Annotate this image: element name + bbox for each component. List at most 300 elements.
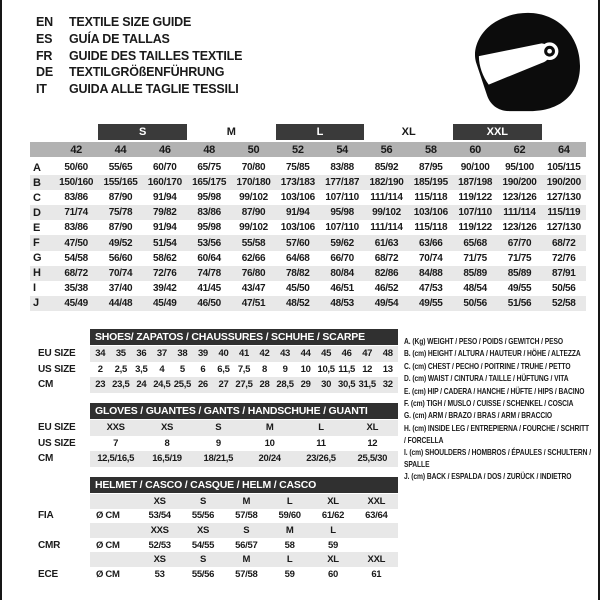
size-value-cell: 51/54	[153, 237, 177, 249]
shoes-section-title: SHOES/ ZAPATOS / CHAUSSURES / SCHUHE / SCARPE	[90, 329, 398, 345]
helmet-size-cell: XL	[327, 495, 339, 507]
row-letter: G	[33, 252, 42, 265]
numeric-size-cell: 48	[203, 143, 215, 156]
size-value-cell: 47	[362, 348, 373, 360]
size-value-cell: 111/114	[370, 222, 403, 234]
size-group-label: M	[226, 126, 236, 138]
size-value-cell: 46/50	[197, 297, 221, 309]
legend-item: A. (Kg) WEIGHT / PESO / POIDS / GEWITCH / PESO	[404, 336, 563, 346]
size-value-cell: 103/106	[413, 207, 448, 219]
size-value-cell: 45/50	[286, 282, 310, 294]
size-value-cell: 123/126	[502, 192, 537, 204]
section-row	[38, 377, 398, 393]
size-value-cell: 39	[197, 348, 208, 360]
size-value-cell: 27	[218, 379, 229, 391]
size-value-cell: 47/50	[64, 237, 88, 249]
size-value-cell: 46/52	[374, 282, 399, 294]
size-value-cell: 49/52	[108, 237, 133, 249]
size-value-cell: 41	[239, 348, 249, 360]
size-value-cell: 170/180	[236, 177, 271, 189]
size-value-cell: 95/98	[197, 222, 221, 234]
size-value-cell: 23,5	[112, 379, 130, 391]
helmet-value-cell: 57/58	[235, 568, 258, 580]
size-value-cell: 71/75	[507, 252, 532, 264]
size-value-cell: 60/64	[197, 252, 221, 264]
helmet-table-body	[38, 494, 398, 582]
size-value-cell: 105/115	[547, 162, 581, 174]
section-row-values	[90, 362, 398, 378]
size-value-cell: 165/175	[192, 177, 227, 189]
size-value-cell: 83/88	[330, 162, 354, 174]
measurement-legend	[404, 336, 592, 484]
size-value-cell: S	[215, 422, 222, 434]
size-value-cell: 28	[259, 379, 270, 391]
numeric-size-cell: 46	[159, 143, 171, 156]
size-value-cell: 50/56	[463, 297, 487, 309]
legend-item: D. (cm) WAIST / CINTURA / TAILLE / HÜFTUNG / VITA	[404, 373, 569, 384]
size-value-cell: 50/56	[552, 282, 576, 294]
section-row-values	[90, 346, 398, 362]
helmet-size-labels	[90, 494, 398, 509]
size-value-cell: 150/160	[59, 177, 94, 189]
row-letter: C	[33, 191, 41, 204]
numeric-size-cell: 44	[114, 143, 127, 156]
size-value-cell: 29	[300, 379, 311, 391]
section-row-label: EU SIZE	[38, 348, 76, 360]
legend-item: H. (cm) INSIDE LEG / ENTREPIERNA / FOURCHE / SCHRITT / FORCELLA	[404, 422, 590, 445]
helmet-value-cell: 60	[328, 568, 338, 580]
guide-title: GUIDA ALLE TAGLIE TESSILI	[69, 82, 239, 97]
row-letter: I	[33, 282, 37, 295]
size-value-cell: 35/38	[64, 282, 88, 294]
standard-label: CMR	[38, 539, 61, 551]
size-value-cell: 11	[316, 437, 326, 449]
helmet-value-cell: 59	[284, 568, 295, 580]
shoes-section	[38, 329, 398, 393]
size-value-cell: 49/55	[419, 297, 443, 309]
section-row	[38, 362, 398, 378]
size-value-cell: 7,5	[237, 363, 251, 375]
diameter-label: Ø CM	[96, 568, 120, 580]
helmet-value-cell: 57/58	[235, 510, 258, 522]
size-value-cell: 48/54	[463, 282, 487, 294]
helmet-size-cell: L	[330, 524, 336, 536]
size-value-cell: 45/49	[153, 297, 177, 309]
section-row	[38, 346, 398, 362]
size-value-cell: 39/42	[153, 282, 177, 294]
helmet-value-row	[38, 567, 398, 582]
helmet-size-cell: XL	[327, 554, 339, 566]
size-value-cell: 115/118	[414, 222, 448, 234]
size-value-cell: 40	[218, 348, 229, 360]
size-value-cell: 95/98	[197, 192, 221, 204]
size-table-row	[30, 175, 586, 190]
size-value-cell: 7	[113, 437, 119, 449]
helmet-values	[90, 509, 398, 524]
language-code: EN	[36, 15, 53, 29]
size-value-cell: 20/24	[258, 453, 281, 465]
size-value-cell: 155/165	[103, 177, 138, 189]
size-value-cell: 119/122	[458, 222, 492, 234]
size-table-row	[30, 251, 586, 266]
helmet-values	[90, 538, 398, 553]
size-value-cell: 50/60	[64, 162, 88, 174]
size-table-row	[30, 235, 586, 250]
language-code: ES	[36, 31, 53, 46]
guide-title: GUIDE DES TAILLES TEXTILE	[69, 48, 243, 63]
size-value-cell: 91/94	[153, 192, 177, 204]
size-value-cell: 127/130	[546, 192, 581, 204]
size-value-cell: 23/26,5	[306, 453, 336, 465]
size-value-cell: 91/94	[286, 207, 310, 219]
size-value-cell: 61/63	[374, 237, 399, 249]
size-value-cell: 85/89	[463, 267, 487, 279]
size-value-cell: 190/200	[546, 177, 581, 189]
size-value-cell: 9	[282, 363, 288, 375]
helmet-size-row	[38, 494, 398, 509]
helmet-size-labels	[90, 523, 398, 538]
size-value-cell: 8	[262, 363, 268, 375]
size-value-cell: 111/114	[370, 192, 403, 204]
size-value-cell: 25,5	[173, 379, 192, 391]
size-value-cell: 71/74	[64, 207, 88, 219]
section-row-label	[38, 494, 90, 509]
size-group-header-row	[30, 124, 586, 140]
helmet-value-cell: 61	[371, 568, 382, 580]
size-table-row	[30, 220, 586, 235]
size-value-cell: 2,5	[114, 363, 127, 375]
section-row-label: US SIZE	[38, 363, 76, 375]
size-value-cell: 68/72	[374, 252, 399, 264]
section-row	[38, 420, 398, 436]
row-letter: B	[33, 176, 41, 189]
helmet-value-cell: 53	[154, 568, 165, 580]
size-value-cell: 103/106	[280, 192, 315, 204]
size-value-cell: 6	[200, 363, 206, 375]
size-value-cell: XS	[160, 422, 174, 434]
size-value-cell: 182/190	[369, 177, 404, 189]
size-value-cell: L	[318, 422, 324, 434]
size-value-cell: 10,5	[317, 363, 335, 375]
language-row	[36, 31, 242, 48]
size-value-cell: 23	[95, 379, 106, 391]
size-value-cell: 91/94	[153, 222, 177, 234]
helmet-size-cell: XXL	[367, 554, 386, 566]
helmet-value-cell: 52/53	[148, 539, 171, 551]
size-value-cell: 55/65	[108, 162, 133, 174]
size-value-cell: 75/78	[108, 207, 133, 219]
section-row-label	[38, 523, 90, 538]
helmet-value-cell: 53/54	[148, 510, 171, 522]
size-value-cell: 6,5	[217, 363, 230, 375]
helmet-section	[38, 477, 398, 582]
size-value-cell: 65/75	[197, 162, 221, 174]
language-code: FR	[36, 48, 53, 63]
main-size-table	[30, 124, 586, 311]
size-value-cell: 115/118	[414, 192, 448, 204]
size-value-cell: 160/170	[147, 177, 182, 189]
size-value-cell: 10	[264, 437, 275, 449]
helmet-size-cell: S	[243, 524, 250, 536]
helmet-size-cell: XS	[196, 524, 210, 536]
helmet-value-row	[38, 509, 398, 524]
size-value-cell: 12	[367, 437, 378, 449]
numeric-size-cell: 64	[558, 143, 570, 156]
size-value-cell: 173/183	[280, 177, 315, 189]
size-value-cell: 48	[382, 348, 393, 360]
size-value-cell: 64/68	[286, 252, 310, 264]
helmet-value-row	[38, 538, 398, 553]
size-value-cell: 87/90	[241, 207, 266, 219]
size-value-cell: 44	[300, 348, 311, 360]
helmet-value-cell: 56/57	[235, 539, 258, 551]
numeric-size-cell: 52	[292, 143, 304, 156]
helmet-size-cell: S	[199, 554, 207, 566]
size-value-cell: 37/40	[108, 282, 133, 294]
size-value-cell: 85/92	[374, 162, 399, 174]
legend-item: I. (cm) SHOULDERS / HOMBROS / ÉPAULES / SCHULTERN / SPALLE	[404, 447, 592, 470]
size-value-cell: 48/53	[330, 297, 354, 309]
size-value-cell: M	[265, 422, 274, 434]
size-value-cell: 49/55	[507, 282, 532, 294]
legend-item: G. (cm) ARM / BRAZO / BRAS / ARM / BRACCIO	[404, 410, 553, 421]
legend-item: C. (cm) CHEST / PECHO / POITRINE / TRUHE / PETTO	[404, 360, 571, 371]
guide-title: TEXTILGRÖßENFÜHRUNG	[69, 65, 225, 80]
size-value-cell: 71/75	[463, 252, 487, 264]
section-row-label: CM	[38, 453, 54, 465]
section-row-label: EU SIZE	[38, 422, 76, 434]
size-value-cell: 43	[280, 348, 291, 360]
size-value-cell: 53/56	[197, 237, 221, 249]
language-row	[36, 48, 242, 65]
size-value-cell: 185/195	[413, 177, 448, 189]
size-table-row	[30, 205, 586, 220]
size-value-cell: 30	[321, 379, 332, 391]
language-code: IT	[36, 82, 47, 97]
size-value-cell: 85/89	[507, 267, 532, 279]
helmet-value-cell: 58	[284, 539, 295, 551]
size-value-cell: 47/51	[241, 297, 266, 309]
section-row-values	[90, 451, 398, 467]
size-value-cell: 99/102	[239, 192, 268, 204]
language-row	[36, 81, 242, 98]
size-value-cell: 84/88	[419, 267, 443, 279]
size-table-row	[30, 160, 586, 175]
size-value-cell: 26	[197, 379, 208, 391]
size-value-cell: 11,5	[338, 363, 356, 375]
size-value-cell: 38	[177, 348, 188, 360]
size-value-cell: XL	[366, 422, 379, 434]
size-table-row	[30, 296, 586, 311]
helmet-size-cell: L	[286, 495, 293, 507]
gloves-section-title: GLOVES / GUANTES / GANTS / HANDSCHUHE / GUANTI	[90, 403, 398, 419]
gloves-section	[38, 403, 398, 467]
size-value-cell: 187/198	[458, 177, 493, 189]
numeric-size-cell: 60	[469, 143, 481, 156]
size-value-cell: 45	[321, 348, 332, 360]
size-value-cell: 31,5	[358, 379, 376, 391]
size-value-cell: 24,5	[153, 379, 171, 391]
size-value-cell: 46/51	[330, 282, 354, 294]
row-letter: H	[33, 267, 41, 280]
size-value-cell: 70/74	[108, 267, 133, 279]
size-table-row	[30, 281, 586, 296]
size-value-cell: 41/45	[197, 282, 221, 294]
size-group-label: S	[98, 124, 187, 140]
size-value-cell: 119/122	[458, 192, 492, 204]
row-letter: D	[33, 206, 41, 219]
section-row-values	[90, 436, 398, 452]
numeric-size-cell: 50	[247, 143, 260, 156]
size-value-cell: 190/200	[502, 177, 537, 189]
section-row	[38, 451, 398, 467]
size-table-row	[30, 190, 586, 205]
size-value-cell: 3,5	[135, 363, 148, 375]
size-value-cell: 55/58	[241, 237, 266, 249]
size-value-cell: 13	[382, 363, 393, 375]
helmet-size-cell: L	[286, 554, 293, 566]
size-value-cell: 10	[300, 363, 311, 375]
language-row	[36, 14, 242, 31]
helmet-size-cell: XXS	[150, 524, 169, 536]
size-value-cell: 57/60	[286, 237, 310, 249]
size-value-cell: 72/76	[153, 267, 177, 279]
size-value-cell: 4	[159, 363, 165, 375]
row-letter: F	[33, 237, 40, 250]
legend-item: E. (cm) HIP / CADERA / HANCHE / HÜFTE / HIPS / BACINO	[404, 385, 585, 396]
diameter-label: Ø CM	[96, 539, 120, 551]
size-value-cell: 16,5/19	[152, 453, 182, 465]
size-value-cell: 99/102	[239, 222, 268, 234]
numeric-size-cell: 56	[380, 143, 393, 156]
size-value-cell: 60/70	[153, 162, 177, 174]
size-value-cell: 107/110	[325, 222, 359, 234]
size-value-cell: 12	[362, 363, 373, 375]
helmet-value-cell: 61/62	[321, 510, 345, 522]
size-value-cell: 115/119	[547, 207, 581, 219]
diameter-label: Ø CM	[96, 510, 120, 522]
size-value-cell: 99/102	[372, 207, 401, 219]
helmet-size-cell: S	[199, 495, 207, 507]
size-value-cell: 28,5	[276, 379, 294, 391]
size-value-cell: 25,5/30	[357, 453, 388, 465]
helmet-value-cell: 54/55	[191, 539, 215, 551]
size-value-cell: 95/98	[330, 207, 354, 219]
numeric-size-cell: 62	[513, 143, 526, 156]
row-letter: E	[33, 221, 41, 234]
helmet-value-cell: 59/60	[278, 510, 301, 522]
guide-title: GUÍA DE TALLAS	[69, 31, 170, 46]
size-value-cell: 177/187	[325, 177, 360, 189]
size-value-cell: 36	[136, 348, 147, 360]
helmet-size-cell: XS	[153, 554, 166, 566]
language-title-list	[36, 14, 242, 98]
size-value-cell: 65/68	[463, 237, 487, 249]
size-value-cell: 59/62	[330, 237, 354, 249]
size-value-cell: 42	[259, 348, 270, 360]
size-group-spacer	[30, 124, 98, 140]
shoes-table-body	[38, 346, 398, 393]
helmet-value-cell: 59	[328, 539, 338, 551]
helmet-size-cell: XS	[153, 495, 166, 507]
section-row-label	[38, 552, 90, 567]
size-value-cell: 63/66	[419, 237, 443, 249]
helmet-size-row	[38, 552, 398, 567]
size-value-cell: 24	[136, 379, 147, 391]
size-value-cell: 46	[341, 348, 352, 360]
legend-item: J. (cm) BACK / ESPALDA / DOS / ZURÜCK / INDIETRO	[404, 471, 572, 482]
numeric-size-cell: 42	[70, 143, 82, 156]
helmet-value-cell: 55/56	[191, 568, 215, 580]
size-value-cell: 90/100	[460, 162, 490, 174]
helmet-values	[90, 567, 398, 582]
size-value-cell: 27,5	[235, 379, 253, 391]
size-value-cell: 103/106	[280, 222, 315, 234]
size-value-cell: 70/74	[419, 252, 443, 264]
size-value-cell: 66/70	[330, 252, 354, 264]
size-value-cell: 79/82	[153, 207, 177, 219]
size-value-cell: 82/86	[374, 267, 399, 279]
size-value-cell: 47/53	[419, 282, 443, 294]
size-group-label: XXL	[453, 124, 542, 140]
size-value-cell: 48/52	[286, 297, 310, 309]
legend-item: F. (cm) TIGH / MUSLO / CUISSE / SCHENKEL / COSCIA	[404, 398, 574, 409]
size-value-cell: 111/114	[503, 207, 536, 219]
size-value-cell: 43/47	[241, 282, 266, 294]
size-value-cell: 9	[215, 437, 221, 449]
size-value-cell: 76/80	[241, 267, 266, 279]
numeric-size-header-row	[30, 142, 586, 157]
helmet-section-title: HELMET / CASCO / CASQUE / HELM / CASCO	[90, 477, 398, 493]
language-row	[36, 64, 242, 81]
size-value-cell: 30,5	[338, 379, 356, 391]
size-value-cell: 18/21,5	[203, 453, 234, 465]
size-table-body	[30, 160, 586, 311]
standard-label: FIA	[38, 510, 54, 522]
size-value-cell: 32	[382, 379, 393, 391]
size-value-cell: 107/110	[325, 192, 359, 204]
size-value-cell: 87/90	[108, 222, 133, 234]
racing-helmet-icon	[463, 8, 589, 116]
guide-title: TEXTILE SIZE GUIDE	[69, 15, 192, 29]
gloves-table-body	[38, 420, 398, 467]
size-group-label: XL	[401, 126, 416, 138]
page-border-left	[0, 0, 2, 600]
size-value-cell: 80/84	[330, 267, 354, 279]
size-value-cell: 2	[97, 363, 103, 375]
size-value-cell: 68/72	[64, 267, 88, 279]
size-value-cell: 127/130	[546, 222, 581, 234]
size-value-cell: 74/78	[197, 267, 221, 279]
helmet-value-cell: 55/56	[191, 510, 215, 522]
size-value-cell: 75/85	[286, 162, 310, 174]
section-row-values	[90, 420, 398, 436]
size-value-cell: 35	[115, 348, 126, 360]
row-letter: J	[33, 297, 40, 310]
numeric-size-cell: 54	[336, 143, 348, 156]
size-value-cell: 107/110	[458, 207, 492, 219]
standard-label: ECE	[38, 568, 58, 580]
size-value-cell: 87/90	[108, 192, 133, 204]
size-value-cell: 83/86	[64, 222, 88, 234]
size-value-cell: 8	[164, 437, 170, 449]
size-value-cell: 95/100	[505, 162, 534, 174]
size-value-cell: 123/126	[502, 222, 537, 234]
helmet-size-cell: XXL	[367, 495, 386, 507]
size-value-cell: 49/54	[374, 297, 399, 309]
row-letter: A	[33, 161, 41, 174]
section-row	[38, 436, 398, 452]
